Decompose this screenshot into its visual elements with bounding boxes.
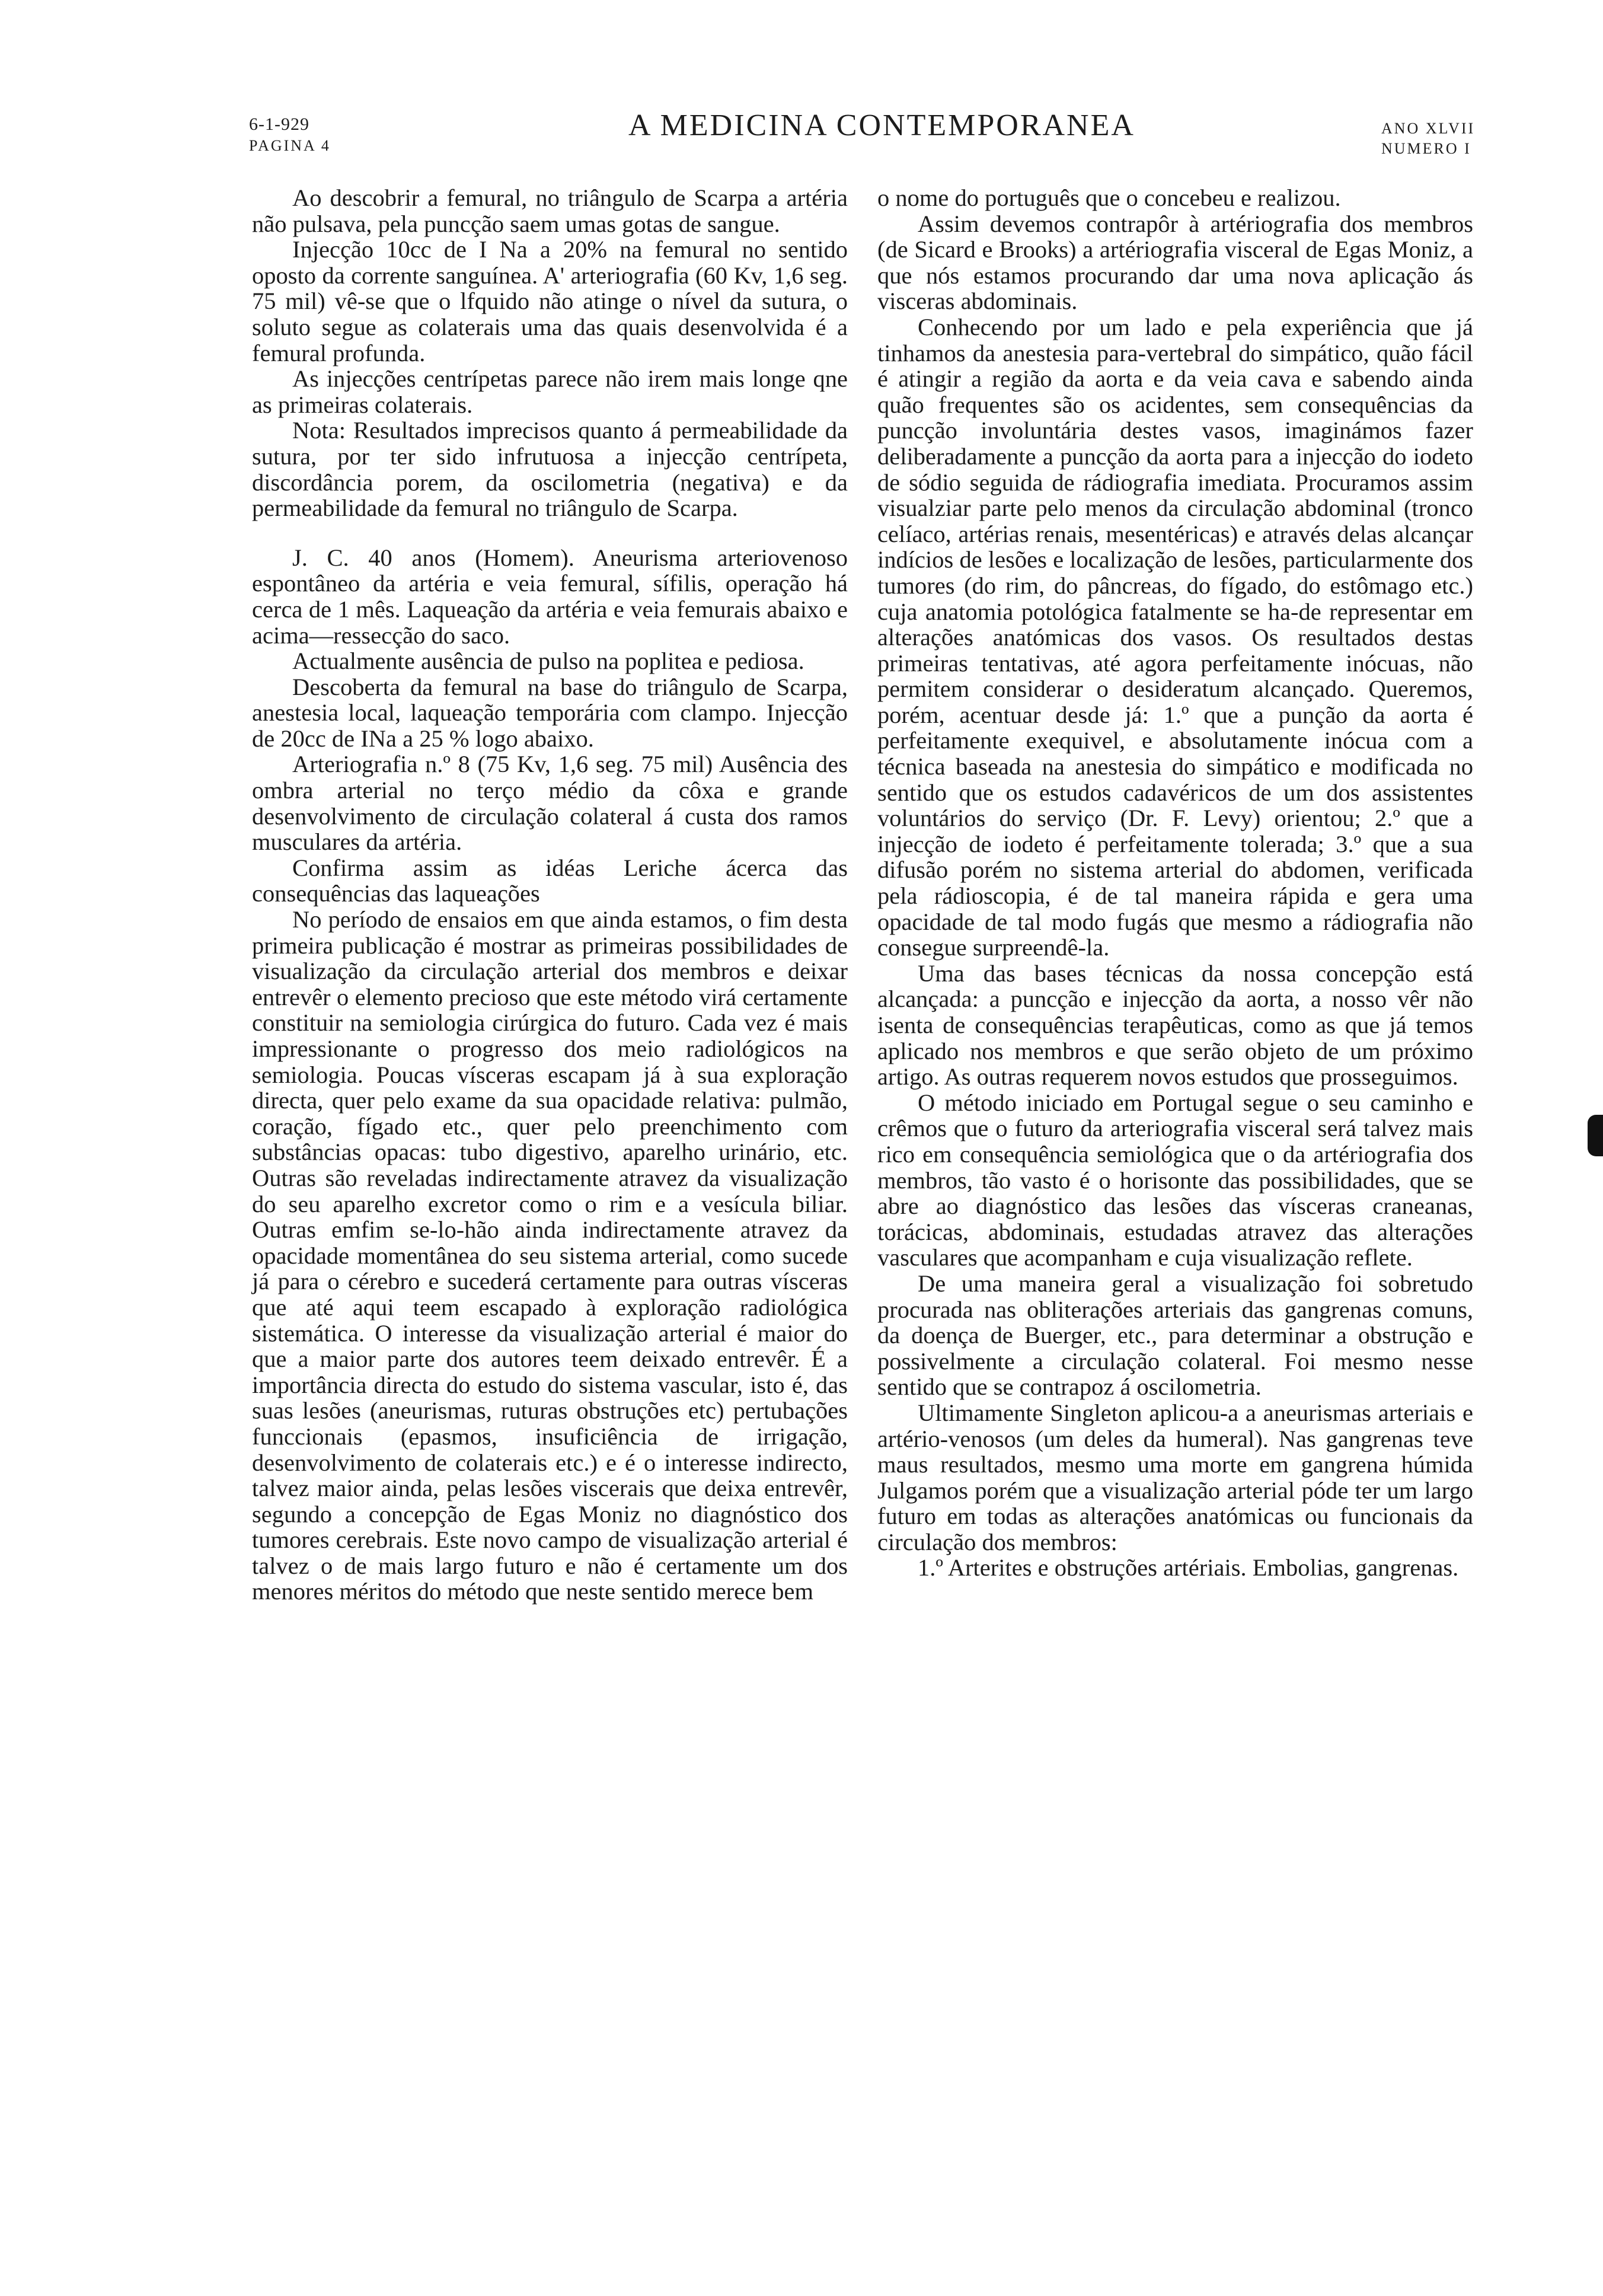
page-meta: [249, 114, 331, 157]
issue-year: ANO XLVII: [1381, 120, 1476, 137]
paragraph: J. C. 40 anos (Homem). Aneurisma arteriovenoso espontâneo da artéria e veia femural, sífilis, operação há cerca de 1 mês. Laqueação da artéria e veia femurais abaixo e acima—ressecção do saco.: [252, 544, 848, 649]
paragraph: Assim devemos contrapôr à artériografia dos membros (de Sicard e Brooks) a artériografia visceral de Egas Moniz, a que nós estamos procurando dar uma nova aplicação ás visceras abdominais.: [877, 210, 1473, 315]
paragraph: As injecções centrípetas parece não irem mais longe qne as primeiras colaterais.: [252, 365, 848, 418]
paragraph: 1.º Arterites e obstruções artériais. Embolias, gangrenas.: [918, 1554, 1459, 1581]
paragraph: Injecção 10cc de I Na a 20% na femural no sentido oposto da corrente sanguínea. A' arteriografia (60 Kv, 1,6 seg. 75 mil) vê-se que o lfquido não atinge o nível da sutura, o soluto segue as colaterais uma das quais desenvolvida é a femural profunda.: [252, 236, 848, 366]
page-number: PAGINA 4: [249, 137, 331, 154]
issue-number: NUMERO I: [1381, 140, 1471, 157]
paragraph: Conhecendo por um lado e pela experiência que já tinhamos da anestesia para-vertebral do simpático, quão fácil é atingir a região da aorta e da veia cava e sabendo ainda quão frequentes são os acidentes, sem consequências da puncção involuntária destes vasos, imaginámos fazer deliberadamente a puncção da aorta para a injecção do iodeto de sódio seguida de rádiografia imediata. Procuramos assim visualziar parte pelo menos da circulação abdominal (tronco celíaco, artérias renais, mesentéricas) e através delas alcançar indícios de lesões e localização de lesões, particularmente dos tumores (do rim, do pâncreas, do fígado, do estômago etc.) cuja anatomia potológica fatalmente se ha-de representar em alterações anatómicas dos vasos. Os resultados destas primeiras tentativas, até agora perfeitamente inócuas, não permitem considerar o desideratum alcançado. Queremos, porém, acentuar desde já: 1.º que a punção da aorta é perfeitamente exequivel, e absolutamente inócua com a técnica baseada na anestesia do simpático e modificada no sentido que os estudos cadavéricos de um dos assistentes voluntários do serviço (Dr. F. Levy) orientou; 2.º que a injecção de iodeto é perfeitamente tolerada; 3.º que a sua difusão porém no sistema arterial do abdomen, verificada pela rádioscopia, é de tal maneira rápida e gera uma opacidade de tal modo fugás que mesmo a rádiografia não consegue surpreendê-la.: [877, 313, 1473, 961]
paragraph: Arteriografia n.º 8 (75 Kv, 1,6 seg. 75 mil) Ausência des ombra arterial no terço médio da côxa e grande desenvolvimento de circulação colateral á custa dos ramos musculares da artéria.: [252, 751, 848, 856]
paragraph: Confirma assim as idéas Leriche ácerca das consequências das laqueações: [252, 854, 848, 907]
journal-title: A MEDICINA CONTEMPORANEA: [628, 109, 1135, 142]
paragraph: De uma maneira geral a visualização foi sobretudo procurada nas obliterações arteriais das gangrenas comuns, da doença de Buerger, etc., para determinar a obstrução e possivelmente a circulação colateral. Foi mesmo nesse sentido que se contrapoz á oscilometria.: [877, 1270, 1473, 1401]
paragraph: No período de ensaios em que ainda estamos, o fim desta primeira publicação é mostrar as primeiras possibilidades de visualização da circulação arterial dos membros e deixar entrevêr o elemento precioso que este método virá certamente constituir na semiologia cirúrgica do futuro. Cada vez é mais impressionante o progresso dos meio radiológicos na semiologia. Poucas vísceras escapam já à sua exploração directa, quer pelo exame da sua opacidade relativa: pulmão, coração, fígado etc., quer pelo preenchimento com substâncias opacas: tubo digestivo, aparelho urinário, etc. Outras são reveladas indirectamente atravez da visualização do seu aparelho excretor como o rim e a vesícula biliar. Outras emfim se-lo-hão ainda indirectamente atravez da opacidade momentânea do seu sistema arterial, como sucede já para o cérebro e sucederá certamente para outras vísceras que até aqui teem escapado à exploração radiológica sistemática. O interesse da visualização arterial é maior do que a maior parte dos autores teem deixado entrevêr. É a importância directa do estudo do sistema vascular, isto é, das suas lesões (aneurismas, ruturas obstruções etc) pertubações funccionais (epasmos, insuficiência de irrigação, desenvolvimento de colaterais etc.) e é o interesse indirecto, talvez maior ainda, pelas lesões viscerais que deixa entrevêr, segundo a concepção de Egas Moniz no diagnóstico dos tumores cerebrais. Este novo campo de visualização arterial é talvez o de mais largo futuro e não é certamente um dos menores méritos do método que neste sentido merece bem: [252, 906, 848, 1605]
right-column: [877, 185, 1473, 1581]
paragraph: Uma das bases técnicas da nossa concepção está alcançada: a puncção e injecção da aorta, a nosso vêr não isenta de consequências terapêuticas, como as que já temos aplicado nos membros e que serão objeto de um próximo artigo. As outras requerem novos estudos que prosseguimos.: [877, 959, 1473, 1090]
paragraph: Descoberta da femural na base do triângulo de Scarpa, anestesia local, laqueação temporária com clampo. Injecção de 20cc de INa a 25 % logo abaixo.: [252, 673, 848, 752]
paragraph: Nota: Resultados imprecisos quanto á permeabilidade da sutura, por ter sido infrutuosa a injecção centrípeta, discordância porem, da oscilometria (negativa) e da permeabilidade da femural no triângulo de Scarpa.: [252, 417, 848, 522]
paragraph: Ao descobrir a femural, no triângulo de Scarpa a artéria não pulsava, pela puncção saem umas gotas de sangue.: [252, 184, 848, 237]
paragraph: O método iniciado em Portugal segue o seu caminho e crêmos que o futuro da arteriografia visceral será talvez mais rico em consequência semiológica que o da artériografia dos membros, tão vasto é o horisonte das possibilidades, que se abre ao diagnóstico das lesões das vísceras craneanas, torácicas, abdominais, estudadas atravez das alterações vasculares que acompanham e cuja visualização reflete.: [877, 1089, 1473, 1271]
left-column: [252, 185, 848, 1605]
paragraph: Actualmente ausência de pulso na poplitea e pediosa.: [292, 648, 804, 675]
paragraph: Ultimamente Singleton aplicou-a a aneurismas arteriais e artério-venosos (um deles da humeral). Nas gangrenas teve maus resultados, mesmo uma morte em gangrena húmida Julgamos porém que a visualização arterial póde ter um largo futuro em todas as alterações anatómicas ou funcionais da circulação dos membros:: [877, 1399, 1473, 1555]
scan-edge-mark: [1588, 1115, 1603, 1156]
issue-meta: [1381, 119, 1475, 159]
issue-date: 6-1-929: [249, 114, 309, 134]
paragraph: o nome do português que o concebeu e realizou.: [877, 184, 1341, 211]
